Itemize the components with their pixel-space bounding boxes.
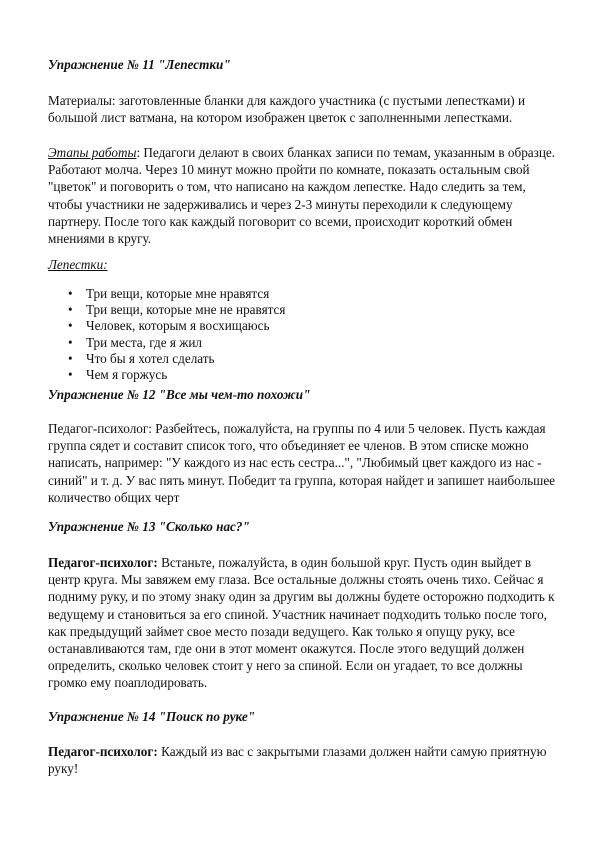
petals-list bbox=[64, 286, 544, 383]
stages-label: Этапы работы bbox=[48, 145, 137, 160]
exercise-11-materials: Материалы: заготовленные бланки для каждого участника (с пустыми лепестками) и большой лист ватмана, на котором изображен цветок с заполненными лепестками. bbox=[48, 93, 526, 126]
bullet-icon: • bbox=[68, 367, 73, 383]
exercise-13-body: Встаньте, пожалуйста, в один большой круг. Пусть один выйдет в центр круга. Мы завяжем ему глаза. Все остальные должны стоять очень тихо. Сейчас я подниму руку, и по этому знаку один за другим вы должны будете осторожно подходить к ведущему и становиться за его спиной. Участник начинает подходить только после того, как предыдущий займет свое место позади ведущего. Как только я опущу руку, все останавливаются там, где они в этот момент окажутся. После этого ведущий должен определить, сколько человек стоит у него за спиной. Если он угадает, то все должны громко ему поаплодировать. bbox=[48, 555, 555, 691]
list-item: • Что бы я хотел сделать bbox=[68, 350, 215, 366]
stages-text: : Педагоги делают в своих бланках записи по темам, указанным в образце. Работают молча. Через 10 минут можно пройти по комнате, показать остальным свой "цветок" и поговорить о том, что написано на каждом лепестке. Надо следить за тем, чтобы участники не задерживались и через 2-3 минуты переходили к следующему партнеру. После того как каждый поговорит со всеми, происходит короткий обмен мнениями в кругу. bbox=[48, 145, 556, 247]
petals-label: Лепестки: bbox=[48, 257, 108, 272]
list-item: • Чем я горжусь bbox=[68, 367, 168, 383]
exercise-14-text bbox=[48, 743, 556, 777]
exercise-11-title: Упражнение № 11 "Лепестки" bbox=[48, 57, 231, 72]
exercise-14-title: Упражнение № 14 "Поиск по руке" bbox=[48, 709, 256, 724]
bullet-icon: • bbox=[68, 318, 73, 334]
list-item: • Три места, где я жил bbox=[68, 334, 202, 350]
exercise-11-stages bbox=[48, 144, 556, 247]
exercise-13-title: Упражнение № 13 "Сколько нас?" bbox=[48, 519, 250, 534]
list-item: • Три вещи, которые мне нравятся bbox=[68, 286, 270, 301]
list-item: • Человек, которым я восхищаюсь bbox=[68, 318, 270, 334]
exercise-14-body: Каждый из вас с закрытыми глазами должен найти самую приятную руку! bbox=[48, 744, 547, 777]
speaker-label: Педагог-психолог: bbox=[48, 555, 158, 570]
bullet-icon: • bbox=[68, 286, 73, 301]
bullet-icon: • bbox=[68, 334, 73, 350]
speaker-label: Педагог-психолог: bbox=[48, 744, 158, 759]
exercise-12-text: Педагог-психолог: Разбейтесь, пожалуйста, на группы по 4 или 5 человек. Пусть каждая группа сядет и составит список того, что объединяет ее членов. В этом списке можно написать, например: "У каждого из нас есть сестра...", "Любимый цвет каждого из нас - синий" и т. д. У вас пять минут. Победит та группа, которая найдет и запишет наибольшее количество общих черт bbox=[48, 421, 556, 505]
exercise-12-title: Упражнение № 12 "Все мы чем-то похожи" bbox=[48, 387, 311, 402]
bullet-icon: • bbox=[68, 350, 73, 366]
exercise-13-text bbox=[48, 554, 556, 692]
list-item: • Три вещи, которые мне не нравятся bbox=[68, 302, 286, 318]
bullet-icon: • bbox=[68, 302, 73, 318]
